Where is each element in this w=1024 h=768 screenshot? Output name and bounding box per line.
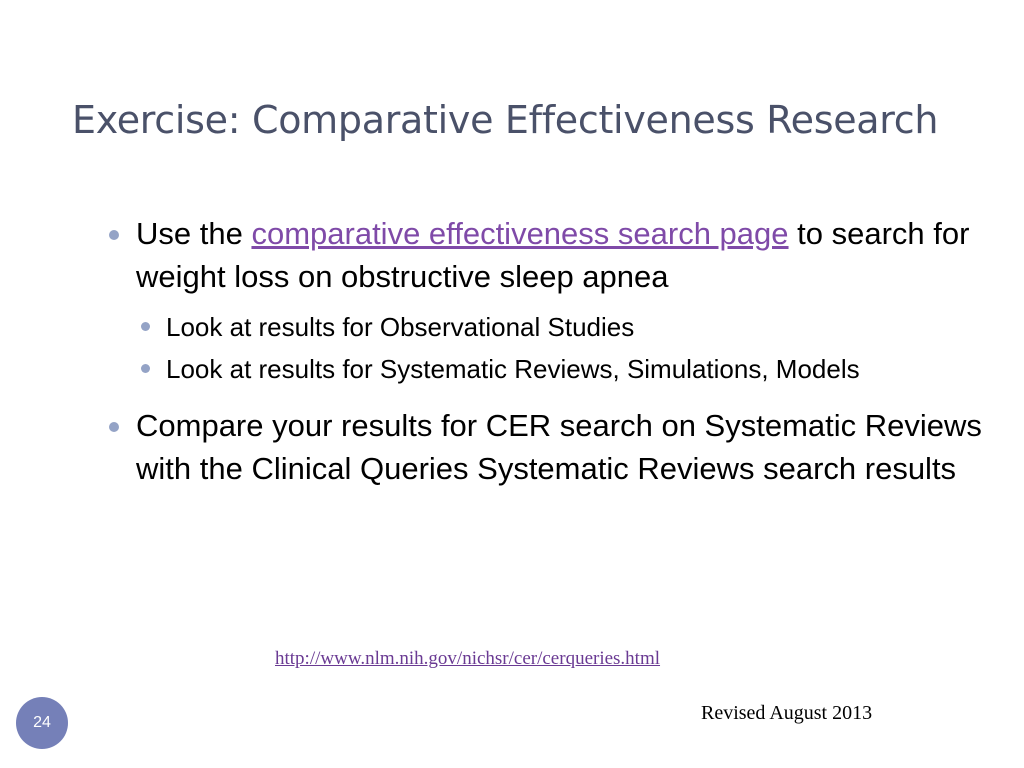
bullet-dot-icon [109, 230, 119, 240]
sub-bullet-dot-icon [141, 364, 150, 373]
bullet-text-after: to search for weight loss on obstructive sleep apnea [136, 216, 970, 294]
sub-bullet-item [104, 306, 984, 348]
bullet-text: Compare your results for CER search on Systematic Reviews with the Clinical Queries Systematic Reviews search results [136, 408, 982, 486]
bullet-dot-icon [109, 422, 119, 432]
sub-bullet-text: Look at results for Systematic Reviews, Simulations, Models [166, 354, 860, 384]
sub-bullet-text: Look at results for Observational Studies [166, 312, 635, 342]
bullet-text-before: Use the [136, 216, 252, 251]
cer-queries-url-link[interactable]: http://www.nlm.nih.gov/nichsr/cer/cerqueries.html [275, 648, 661, 669]
sub-bullet-dot-icon [141, 322, 150, 331]
revised-date: Revised August 2013 [701, 702, 873, 724]
slide-content [104, 212, 984, 498]
cer-search-page-link[interactable]: comparative effectiveness search page [251, 216, 789, 251]
sub-bullet-item [104, 348, 984, 390]
bullet-item [104, 212, 984, 298]
slide-title: Exercise: Comparative Effectiveness Research [72, 98, 939, 142]
bullet-item [104, 404, 984, 490]
page-number-badge: 24 [16, 697, 68, 749]
